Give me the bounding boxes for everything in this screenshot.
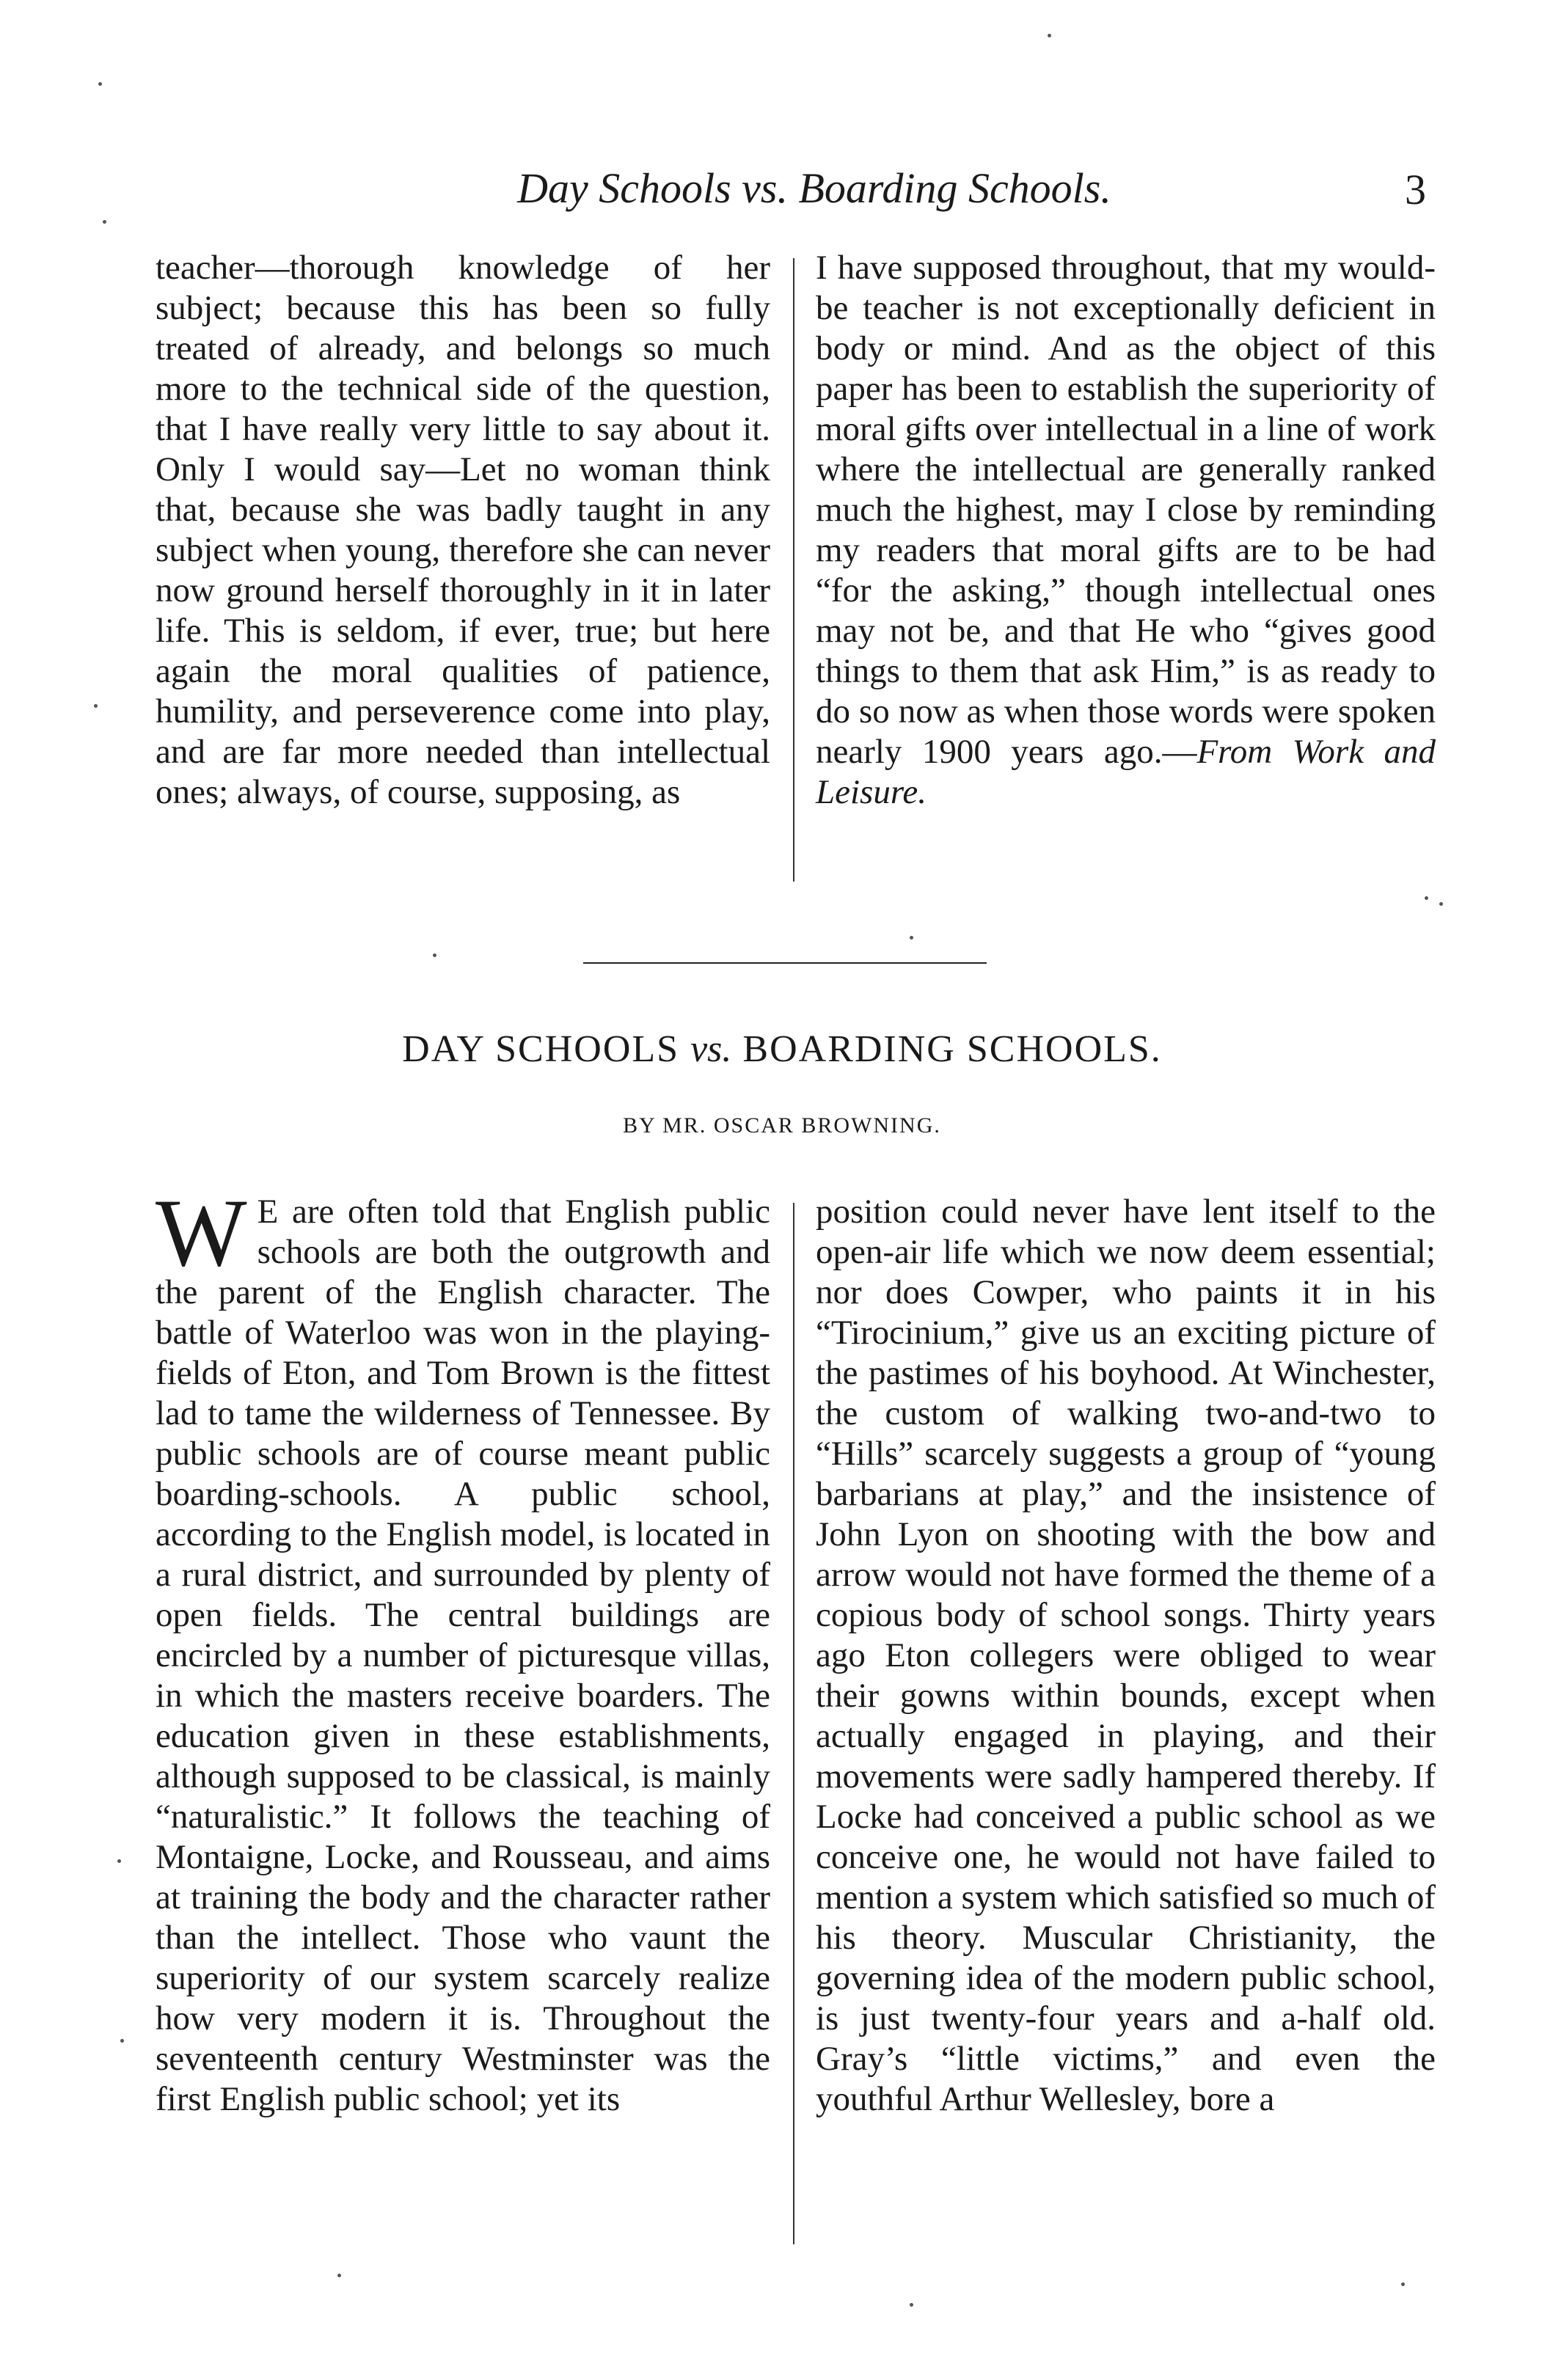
article-title-before: DAY SCHOOLS xyxy=(402,1028,680,1070)
scan-speck xyxy=(103,220,106,224)
drop-cap: W xyxy=(156,1179,247,1286)
scan-speck xyxy=(910,2303,913,2307)
article-left-text: E are often told that English public schools are both the outgrowth and the parent of the English character. The battle of Waterloo was won in the playing-fields of Eton, and Tom Brown is the fittest lad to tame the wilderness of Tennessee. By public schools are of course meant public boarding-schools. A public school, according to the English model, is located in a rural district, and surrounded by plenty of open fields. The central buildings are encircled by a number of picturesque villas, in which the masters receive boarders. The education given in these establishments, although supposed to be classical, is mainly “naturalistic.” It follows the teaching of Montaigne, Locke, and Rousseau, and aims at training the body and the character rather than the intellect. Those who vaunt the superiority of our system scarcely realize how very modern it is. Throughout the seventeenth century Westminster was the first English public school; yet its xyxy=(156,1193,770,2118)
article-title-after: BOARDING SCHOOLS. xyxy=(742,1028,1162,1070)
running-head: Day Schools vs. Boarding Schools. xyxy=(517,164,1111,212)
section-separator xyxy=(583,962,987,964)
continued-article-right-text xyxy=(816,248,1436,813)
article-right-text: position could never have lent itself to the open-air life which we now deem essential; nor does Cowper, who paints it in his “Tirocinium,” give us an exciting picture of the pastimes of his boyhood. At Winchester, the custom of walking two-and-two to “Hills” scarcely suggests a group of “young barbarians at play,” and the insistence of John Lyon on shooting with the bow and arrow would not have formed the theme of a copious body of school songs. Thirty years ago Eton collegers were obliged to wear their gowns within bounds, except when actually engaged in playing, and their movements were sadly hampered thereby. If Locke had conceived a public school as we conceive one, he would not have failed to mention a system which satisfied so much of his theory. Muscular Christianity, the governing idea of the modern public school, is just twenty-four years and a-half old. Gray’s “little victims,” and even the youthful Arthur Wellesley, bore a xyxy=(816,1193,1436,2118)
scan-speck xyxy=(1401,2282,1405,2286)
scan-speck xyxy=(337,2274,341,2277)
continued-article-left-text: teacher—thorough knowledge of her subject; because this has been so fully treated of already, and belongs so much more to the technical side of the question, that I have really very little to say about it. Only I would say—Let no woman think that, because she was badly taught in any subject when young, therefore she can never now ground herself thoroughly in it in later life. This is seldom, if ever, true; but here again the moral qualities of patience, humility, and perseverence come into play, and are far more needed than intellectual ones; always, of course, supposing, as xyxy=(156,249,770,811)
article-title xyxy=(220,1027,1344,1072)
scan-speck xyxy=(433,953,436,957)
scan-speck xyxy=(120,2039,124,2043)
scan-speck xyxy=(1425,896,1428,900)
scan-speck xyxy=(1439,902,1443,906)
scan-speck xyxy=(98,82,102,86)
scan-speck xyxy=(117,1859,121,1863)
column-rule-bottom xyxy=(793,1203,794,2244)
continued-article-right-body: I have supposed throughout, that my would-be teacher is not exceptionally deficient in body or mind. And as the object of this paper has been to establish the superiority of moral gifts over intellectual in a line of work where the intellectual are generally ranked much the highest, may I close by reminding my readers that moral gifts are to be had “for the asking,” though intellectual ones may not be, and that He who “gives good things to them that ask Him,” is as ready to do so now as when those words were spoken nearly 1900 years ago.— xyxy=(816,249,1436,771)
article-source: From Work and Leisure. xyxy=(816,733,1436,811)
scan-speck xyxy=(1048,34,1051,37)
article-byline: BY MR. OSCAR BROWNING. xyxy=(623,1113,941,1138)
column-rule-top xyxy=(793,258,794,882)
article-right-column xyxy=(816,1192,1436,2266)
scan-speck xyxy=(910,936,913,940)
page-number: 3 xyxy=(1405,166,1426,213)
continued-article-left-column xyxy=(156,248,770,893)
article-title-vs: vs. xyxy=(690,1028,732,1070)
article-left-paragraph xyxy=(156,1179,770,2120)
scan-speck xyxy=(94,704,98,708)
continued-article-right-column xyxy=(816,248,1436,893)
article-left-column xyxy=(156,1179,770,2266)
